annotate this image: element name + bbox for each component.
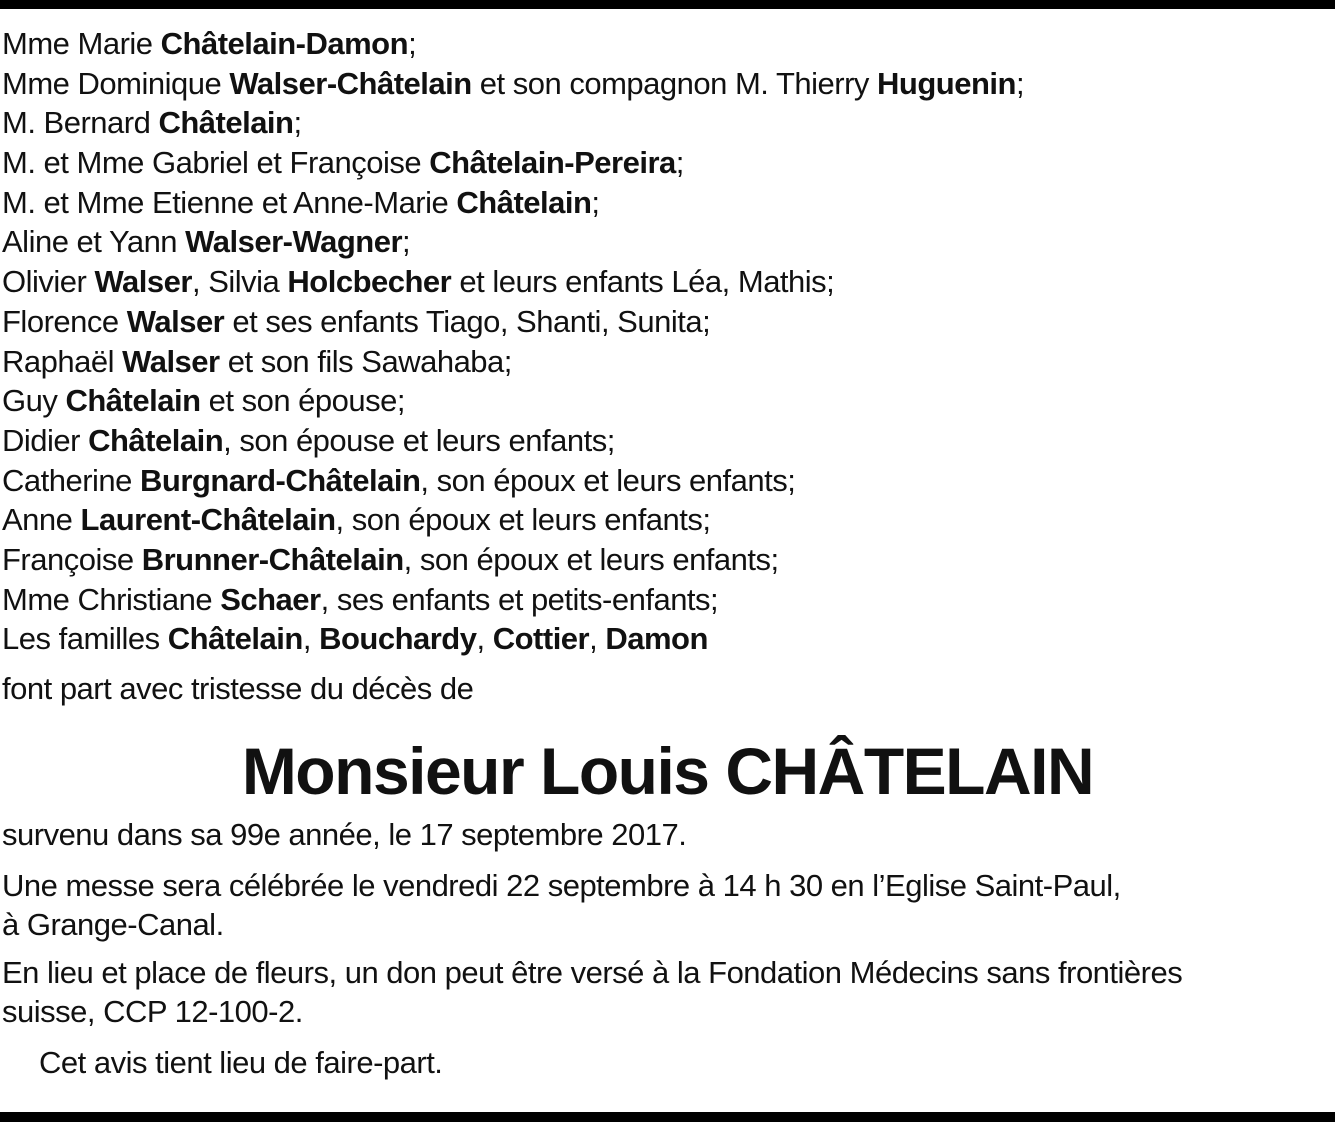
mourner-text: et leurs enfants Léa, Mathis; xyxy=(451,264,835,300)
family-name: Damon xyxy=(605,621,708,657)
mourner-text: , son époux et leurs enfants; xyxy=(420,462,796,498)
top-border-rule xyxy=(0,0,1335,9)
mourner-text: , son époux et leurs enfants; xyxy=(403,541,779,577)
mourner-text: Mme Christiane xyxy=(2,581,221,617)
mourner-text: ; xyxy=(1015,65,1025,101)
mourner-line xyxy=(2,262,1333,302)
funeral-mass-paragraph xyxy=(2,866,1333,944)
mourner-text: ; xyxy=(675,145,684,181)
family-name: Walser xyxy=(126,303,225,339)
mourner-line xyxy=(2,500,1333,540)
mourner-text: M. Bernard xyxy=(2,105,159,141)
deceased-name: Monsieur Louis CHÂTELAIN xyxy=(241,734,1094,808)
family-name: Châtelain xyxy=(65,383,201,419)
death-date-paragraph: survenu dans sa 99e année, le 17 septembre 2017. xyxy=(2,817,687,852)
family-name: Brunner-Châtelain xyxy=(141,541,404,577)
family-name: Walser xyxy=(122,343,220,379)
mourner-text: Aline et Yann xyxy=(2,224,186,260)
closing-note: Cet avis tient lieu de faire-part. xyxy=(39,1045,443,1080)
family-name: Châtelain xyxy=(158,105,294,141)
mourner-line xyxy=(2,64,1333,104)
mourner-line xyxy=(2,619,1333,659)
funeral-mass-line: à Grange-Canal. xyxy=(2,907,224,942)
family-name: Burgnard-Châtelain xyxy=(140,462,421,498)
family-name: Schaer xyxy=(220,581,321,617)
mourner-line xyxy=(2,540,1333,580)
family-name: Walser-Châtelain xyxy=(229,65,472,101)
mourner-line xyxy=(2,103,1333,143)
mourner-text: M. et Mme Gabriel et Françoise xyxy=(2,145,430,181)
mourner-text: ; xyxy=(591,184,600,220)
mourner-text: , xyxy=(302,621,320,657)
mourner-line xyxy=(2,342,1333,382)
family-name: Châtelain-Pereira xyxy=(429,145,676,181)
donation-line: suisse, CCP 12-100-2. xyxy=(2,994,303,1029)
mourner-line xyxy=(2,302,1333,342)
mourner-text: et son fils Sawahaba; xyxy=(219,343,512,379)
mourners-list xyxy=(2,24,1333,659)
mourner-line xyxy=(2,143,1333,183)
mourner-line xyxy=(2,24,1333,64)
mourner-line xyxy=(2,183,1333,223)
funeral-mass-line: Une messe sera célébrée le vendredi 22 septembre à 14 h 30 en l’Eglise Saint-Paul, xyxy=(2,868,1121,903)
mourner-text: Anne xyxy=(2,502,81,538)
obituary-notice xyxy=(2,24,1333,1082)
mourner-text: , xyxy=(476,621,493,657)
announcement-intro: font part avec tristesse du décès de xyxy=(2,671,474,706)
mourner-text: Didier xyxy=(2,422,89,458)
mourner-line xyxy=(2,222,1333,262)
mourner-text: ; xyxy=(408,26,417,61)
mourner-text: Les familles xyxy=(2,621,168,657)
family-name: Châtelain-Damon xyxy=(160,26,409,61)
mourner-line xyxy=(2,461,1333,501)
family-name: Holcbecher xyxy=(287,264,452,300)
mourner-text: Guy xyxy=(2,383,66,419)
mourner-text: Florence xyxy=(2,303,127,339)
family-name: Châtelain xyxy=(456,184,592,220)
mourner-text: ; xyxy=(402,224,411,260)
mourner-text: Raphaël xyxy=(2,343,123,379)
family-name: Châtelain xyxy=(88,422,224,458)
mourner-text: et ses enfants Tiago, Shanti, Sunita; xyxy=(224,303,711,339)
mourner-text: , xyxy=(589,621,606,657)
mourner-line xyxy=(2,421,1333,461)
mourner-text: Mme Dominique xyxy=(2,65,230,101)
family-name: Huguenin xyxy=(877,65,1016,101)
mourner-text: Mme Marie xyxy=(2,26,161,61)
mourner-text: , son épouse et leurs enfants; xyxy=(223,422,615,458)
mourner-text: , ses enfants et petits-enfants; xyxy=(320,581,719,617)
family-name: Châtelain xyxy=(167,621,303,657)
family-name: Walser xyxy=(94,264,192,300)
mourner-line xyxy=(2,381,1333,421)
mourner-text: M. et Mme Etienne et Anne-Marie xyxy=(2,184,457,220)
mourner-text: Catherine xyxy=(2,462,141,498)
mourner-text: , Silvia xyxy=(191,264,288,300)
mourner-text: Olivier xyxy=(2,264,95,300)
family-name: Laurent-Châtelain xyxy=(80,502,336,538)
mourner-text: ; xyxy=(293,105,302,141)
donation-line: En lieu et place de fleurs, un don peut être versé à la Fondation Médecins sans frontières xyxy=(2,955,1183,990)
bottom-border-rule xyxy=(0,1112,1335,1122)
mourner-line xyxy=(2,580,1333,620)
mourner-text: Françoise xyxy=(2,541,142,577)
mourner-text: et son compagnon M. Thierry xyxy=(471,65,878,101)
mourner-text: , son époux et leurs enfants; xyxy=(335,502,711,538)
family-name: Bouchardy xyxy=(319,621,477,657)
donation-paragraph xyxy=(2,953,1333,1031)
family-name: Walser-Wagner xyxy=(185,224,403,260)
mourner-text: et son épouse; xyxy=(200,383,405,419)
family-name: Cottier xyxy=(492,621,590,657)
